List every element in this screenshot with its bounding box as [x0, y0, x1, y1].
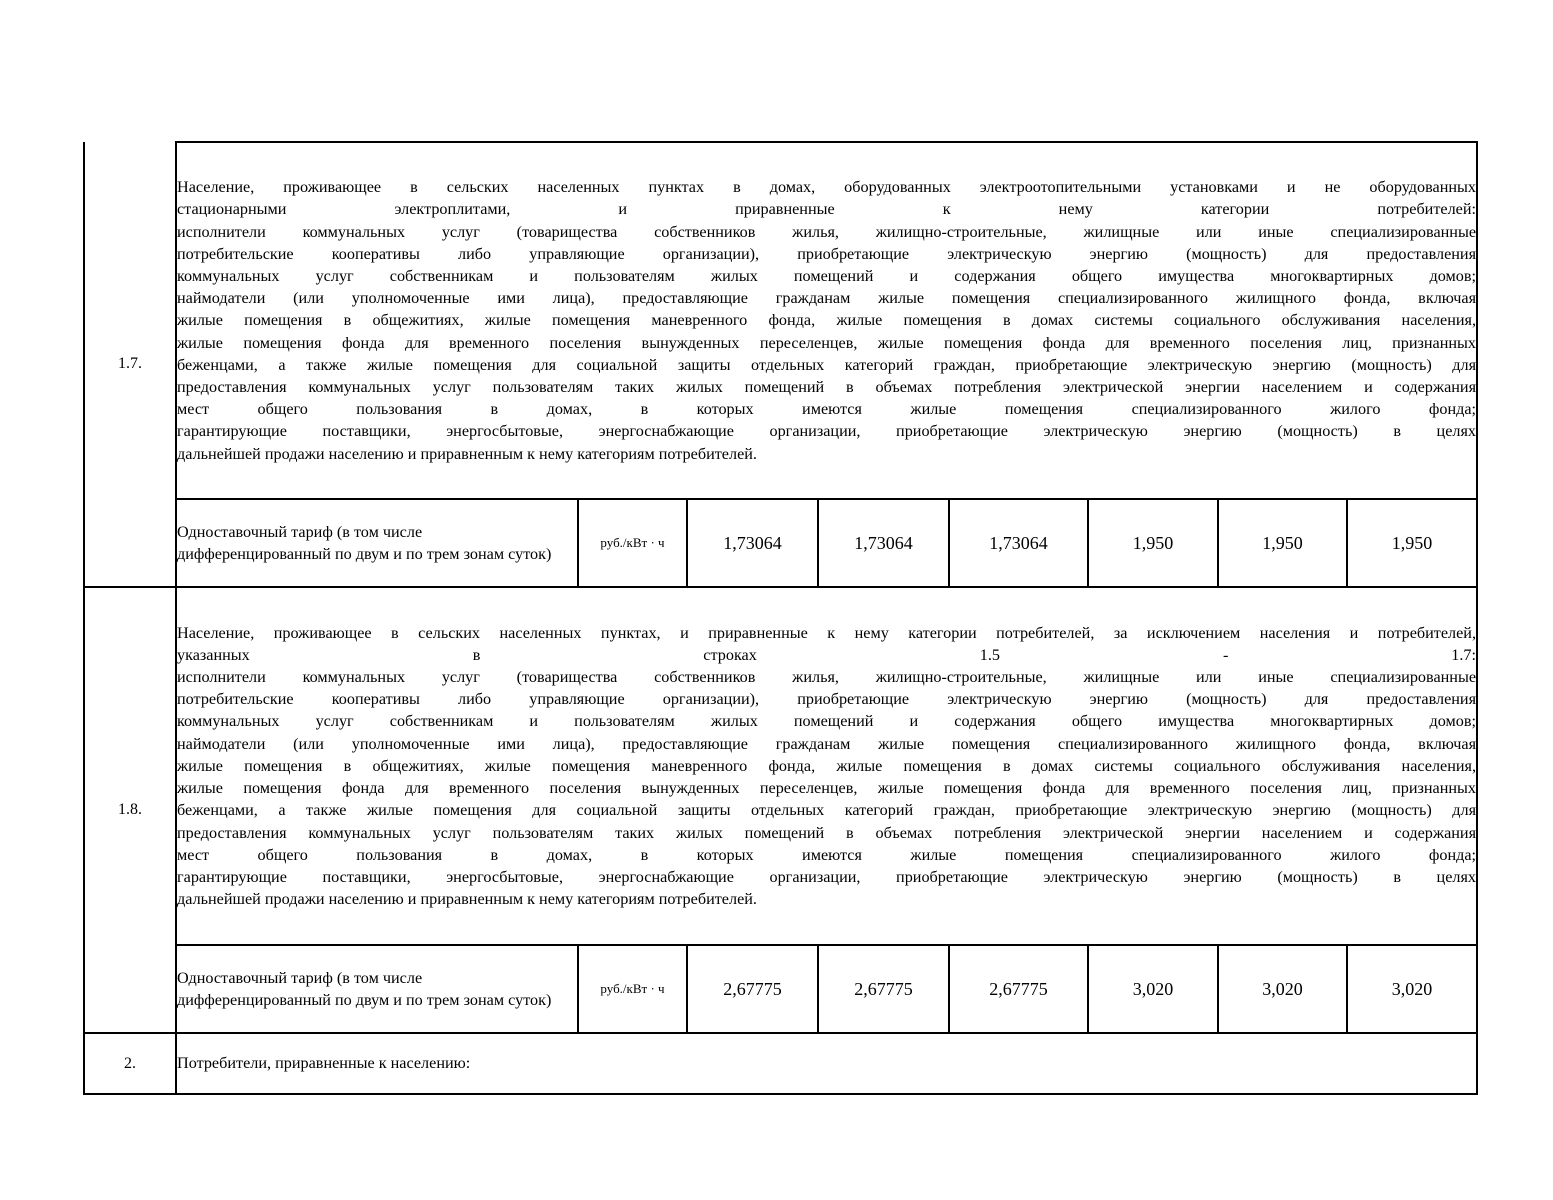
- section-row-1-7: [84, 142, 1477, 499]
- description-line: жилые помещения в общежитиях, жилые помещения маневренного фонда, жилые помещения в домах системы социального обслуживания населения,: [177, 311, 1477, 330]
- tariff-value: 2,67775: [949, 945, 1088, 1033]
- tariff-table: [83, 141, 1478, 1095]
- section-label-2: Потребители, приравненные к населению:: [176, 1033, 1477, 1094]
- description-line: коммунальных услуг собственникам и пользователям жилых помещений и содержания общего имущества многоквартирных домов;: [177, 266, 1477, 285]
- tariff-row-1-7: [84, 499, 1477, 587]
- description-line: Население, проживающее в сельских населенных пунктах, и приравненные к нему категории потребителей, за исключением населения и потребителей,: [177, 623, 1477, 642]
- section-row-2: [84, 1033, 1477, 1094]
- description-line: жилые помещения фонда для временного поселения вынужденных переселенцев, жилые помещения фонда для временного поселения лиц, признанных: [177, 333, 1477, 352]
- tariff-value: 1,950: [1088, 499, 1218, 587]
- row-number-2: 2.: [84, 1033, 176, 1094]
- tariff-value: 1,73064: [818, 499, 949, 587]
- tariff-unit: руб./кВт · ч: [578, 945, 687, 1033]
- description-line: потребительские кооперативы либо управляющие организации), приобретающие электрическую энергию (мощность) для предоставления: [177, 244, 1477, 263]
- tariff-row-1-8: [84, 945, 1477, 1033]
- description-line: стационарными электроплитами, и приравненные к нему категории потребителей:: [177, 200, 1477, 219]
- tariff-value: 2,67775: [687, 945, 818, 1033]
- tariff-value: 1,950: [1218, 499, 1347, 587]
- description-line: гарантирующие поставщики, энергосбытовые, энергоснабжающие организации, приобретающие электрическую энергию (мощность) в целях: [177, 867, 1477, 886]
- tariff-unit: руб./кВт · ч: [578, 499, 687, 587]
- description-line: дальнейшей продажи населению и приравненным к нему категориям потребителей.: [177, 444, 757, 463]
- description-line: исполнители коммунальных услуг (товарищества собственников жилья, жилищно-строительные, жилищные или иные специализированные: [177, 222, 1477, 241]
- tariff-value: 3,020: [1088, 945, 1218, 1033]
- description-line: исполнители коммунальных услуг (товарищества собственников жилья, жилищно-строительные, жилищные или иные специализированные: [177, 668, 1477, 687]
- description-line: Население, проживающее в сельских населенных пунктах в домах, оборудованных электроотопительными установками и не оборудованных: [177, 178, 1477, 197]
- description-line: потребительские кооперативы либо управляющие организации), приобретающие электрическую энергию (мощность) для предоставления: [177, 690, 1477, 709]
- description-line: дальнейшей продажи населению и приравненным к нему категориям потребителей.: [177, 890, 757, 909]
- description-line: жилые помещения фонда для временного поселения вынужденных переселенцев, жилые помещения фонда для временного поселения лиц, признанных: [177, 779, 1477, 798]
- description-line: наймодатели (или уполномоченные ими лица), предоставляющие гражданам жилые помещения специализированного жилищного фонда, включая: [177, 734, 1477, 753]
- description-line: предоставления коммунальных услуг пользователям таких жилых помещений в объемах потребления электрической энергии населением и содержания: [177, 378, 1477, 396]
- description-line: коммунальных услуг собственникам и пользователям жилых помещений и содержания общего имущества многоквартирных домов;: [177, 712, 1477, 731]
- tariff-label: Одноставочный тариф (в том числе дифференцированный по двум и по трем зонам суток): [176, 499, 578, 587]
- tariff-value: 2,67775: [818, 945, 949, 1033]
- row-number-1-7: 1.7.: [84, 142, 176, 587]
- description-line: указанных в строках 1.5 - 1.7:: [177, 645, 1477, 664]
- section-description-1-7: [176, 142, 1477, 499]
- description-line: мест общего пользования в домах, в которых имеются жилые помещения специализированного жилого фонда;: [177, 845, 1477, 864]
- section-description-1-8: [176, 587, 1477, 945]
- description-line: наймодатели (или уполномоченные ими лица), предоставляющие гражданам жилые помещения специализированного жилищного фонда, включая: [177, 289, 1477, 308]
- description-line: жилые помещения в общежитиях, жилые помещения маневренного фонда, жилые помещения в домах системы социального обслуживания населения,: [177, 756, 1477, 775]
- tariff-value: 1,950: [1347, 499, 1477, 587]
- description-line: предоставления коммунальных услуг пользователям таких жилых помещений в объемах потребления электрической энергии населением и содержания: [177, 823, 1477, 842]
- tariff-value: 1,73064: [949, 499, 1088, 587]
- tariff-value: 1,73064: [687, 499, 818, 587]
- section-row-1-8: [84, 587, 1477, 945]
- tariff-value: 3,020: [1218, 945, 1347, 1033]
- description-line: мест общего пользования в домах, в которых имеются жилые помещения специализированного жилого фонда;: [177, 400, 1477, 419]
- row-number-1-8: 1.8.: [84, 587, 176, 1033]
- description-line: гарантирующие поставщики, энергосбытовые, энергоснабжающие организации, приобретающие электрическую энергию (мощность) в целях: [177, 422, 1477, 441]
- description-line: беженцами, а также жилые помещения для социальной защиты отдельных категорий граждан, приобретающие электрическую энергию (мощность) для: [177, 801, 1477, 820]
- tariff-label: Одноставочный тариф (в том числе дифференцированный по двум и по трем зонам суток): [176, 945, 578, 1033]
- tariff-value: 3,020: [1347, 945, 1477, 1033]
- description-line: беженцами, а также жилые помещения для социальной защиты отдельных категорий граждан, приобретающие электрическую энергию (мощность) для: [177, 355, 1477, 374]
